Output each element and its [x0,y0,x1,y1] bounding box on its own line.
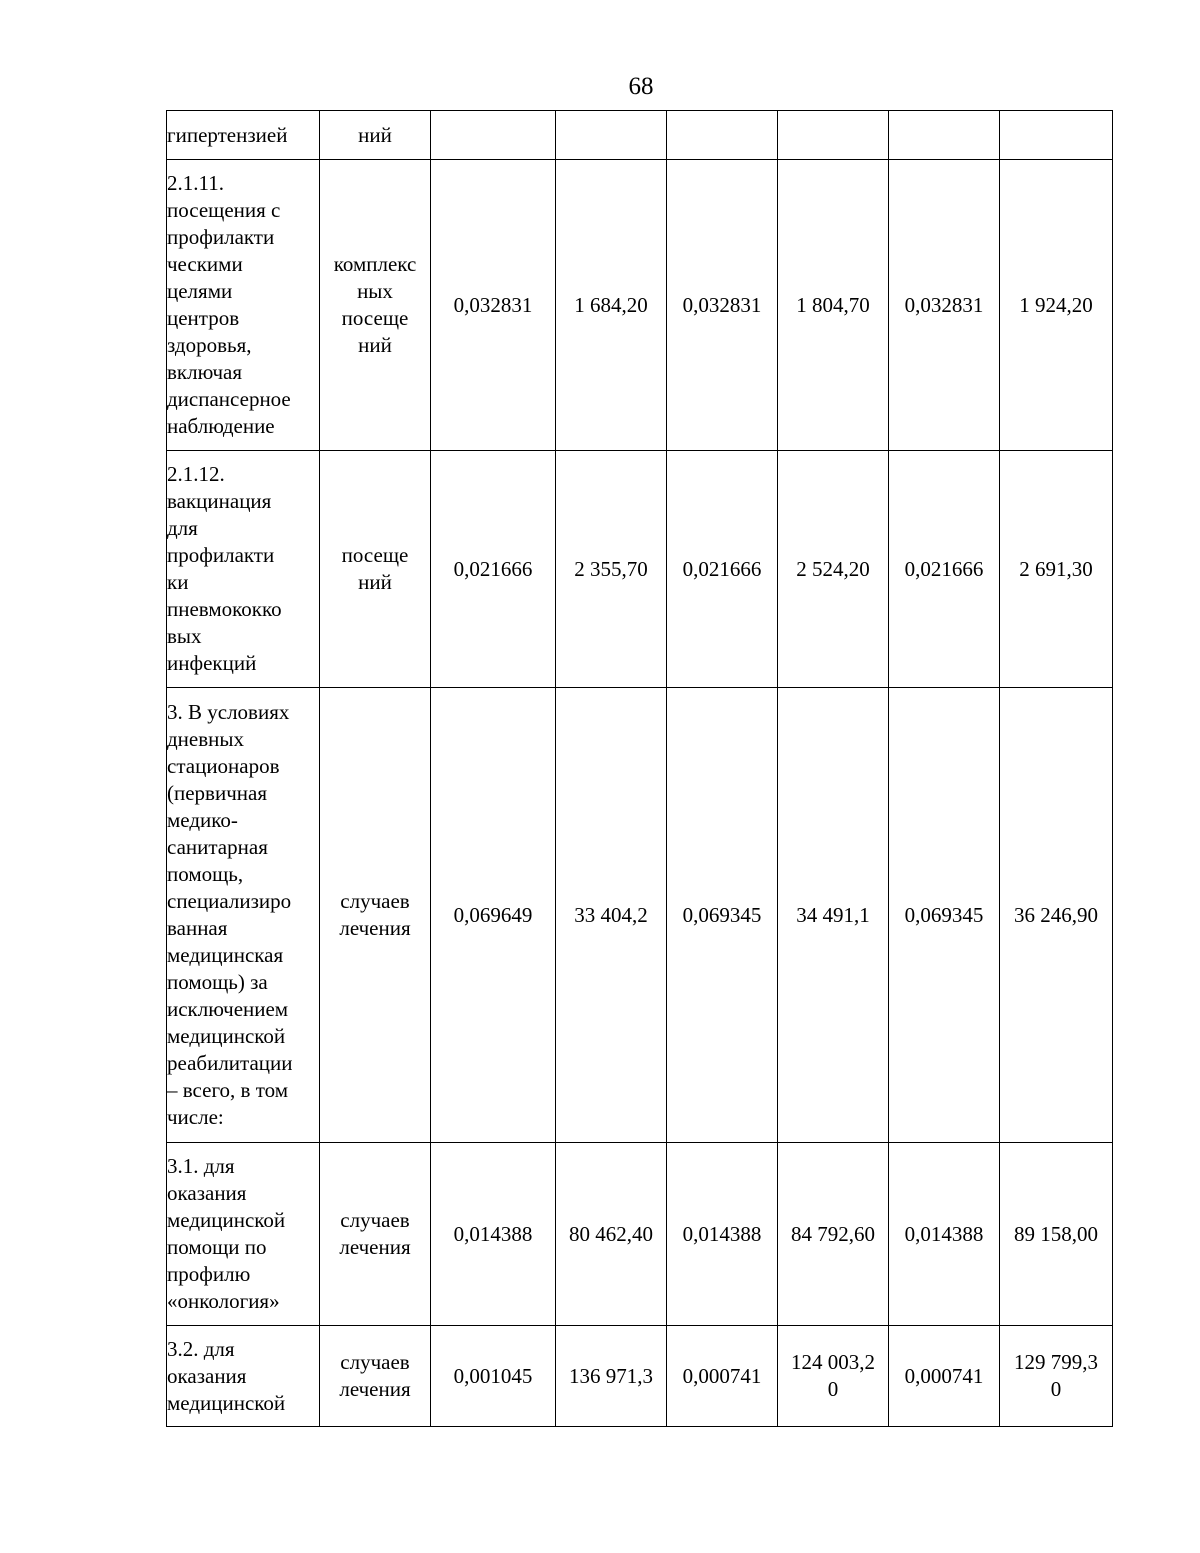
unit-cell [320,451,431,688]
unit-label: ний [358,122,392,147]
value-text: 1 804,70 [796,292,870,317]
value-text: 0,069649 [453,902,533,927]
value-cell [556,160,667,451]
value-cell [667,1326,778,1427]
table-row [167,1326,1113,1427]
value-text: 0,021666 [904,556,984,581]
table-row [167,1143,1113,1326]
value-cell [778,688,889,1143]
value-text: 0,000741 [904,1363,984,1388]
value-cell [431,1326,556,1427]
value-cell [778,1326,889,1427]
value-text: 0,069345 [904,902,984,927]
value-text: 84 792,60 [791,1221,875,1246]
value-cell [667,160,778,451]
unit-cell [320,1326,431,1427]
value-text: 36 246,90 [1014,902,1098,927]
table-row [167,160,1113,451]
value-cell [431,451,556,688]
value-cell [667,1143,778,1326]
value-text: 0,000741 [682,1363,762,1388]
value-text: 0,014388 [682,1221,762,1246]
value-cell [667,111,778,160]
unit-cell [320,111,431,160]
unit-label: случаев лечения [339,1208,411,1259]
value-text: 80 462,40 [569,1221,653,1246]
value-cell [778,451,889,688]
row-name-cell [167,1326,320,1427]
value-text: 0,032831 [682,292,762,317]
value-text: 124 003,2 0 [791,1350,875,1401]
row-name-cell [167,111,320,160]
row-name: 3.2. для оказания медицинской [167,1336,286,1415]
value-text: 0,021666 [682,556,762,581]
standards-table [166,110,1113,1427]
unit-cell [320,1143,431,1326]
value-cell [431,160,556,451]
row-name-cell [167,451,320,688]
value-cell [556,451,667,688]
row-name: гипертензией [167,122,288,147]
value-cell [889,451,1000,688]
value-cell [889,1326,1000,1427]
value-cell [431,1143,556,1326]
table-body [167,111,1113,1427]
value-cell [889,111,1000,160]
value-text: 34 491,1 [796,902,870,927]
value-cell [889,160,1000,451]
unit-cell [320,160,431,451]
value-text: 2 524,20 [796,556,870,581]
value-cell [556,111,667,160]
value-cell [667,688,778,1143]
value-cell [778,1143,889,1326]
row-name: 3.1. для оказания медицинской помощи по профилю «онкология» [167,1154,286,1313]
row-name-cell [167,1143,320,1326]
value-text: 0,014388 [904,1221,984,1246]
row-name-cell [167,688,320,1143]
unit-label: случаев лечения [339,889,411,940]
value-text: 0,001045 [453,1363,533,1388]
value-text: 33 404,2 [574,902,648,927]
value-cell [1000,451,1113,688]
value-text: 1 684,20 [574,292,648,317]
value-cell [556,1326,667,1427]
page-number: 68 [628,73,654,100]
value-cell [1000,160,1113,451]
unit-label: посеще ний [341,543,409,594]
unit-label: комплекс ных посеще ний [333,252,417,357]
table-row [167,688,1113,1143]
value-text: 0,032831 [904,292,984,317]
value-cell [1000,688,1113,1143]
value-text: 2 691,30 [1019,556,1093,581]
row-name: 2.1.12. вакцинация для профилакти ки пневмококко вых инфекций [167,462,282,675]
value-text: 0,069345 [682,902,762,927]
value-cell [1000,1326,1113,1427]
value-cell [778,160,889,451]
value-cell [1000,111,1113,160]
value-text: 1 924,20 [1019,292,1093,317]
value-cell [1000,1143,1113,1326]
unit-label: случаев лечения [339,1350,411,1401]
value-text: 0,032831 [453,292,533,317]
value-cell [556,688,667,1143]
value-cell [556,1143,667,1326]
value-cell [889,688,1000,1143]
table-row [167,111,1113,160]
value-cell [431,111,556,160]
row-name-cell [167,160,320,451]
value-cell [667,451,778,688]
value-text: 136 971,3 [569,1363,653,1388]
unit-cell [320,688,431,1143]
value-text: 89 158,00 [1014,1221,1098,1246]
value-cell [778,111,889,160]
value-text: 0,014388 [453,1221,533,1246]
value-text: 129 799,3 0 [1014,1350,1098,1401]
table-row [167,451,1113,688]
row-name: 3. В условиях дневных стационаров (первичная медико- санитарная помощь, специализиро ванная медицинская помощь) за исключением медицинской реабилитации – всего, в том числе: [167,700,293,1129]
value-cell [889,1143,1000,1326]
row-name: 2.1.11. посещения с профилакти ческими целями центров здоровья, включая диспансерное наблюдение [167,171,291,438]
value-text: 2 355,70 [574,556,648,581]
value-text: 0,021666 [453,556,533,581]
value-cell [431,688,556,1143]
